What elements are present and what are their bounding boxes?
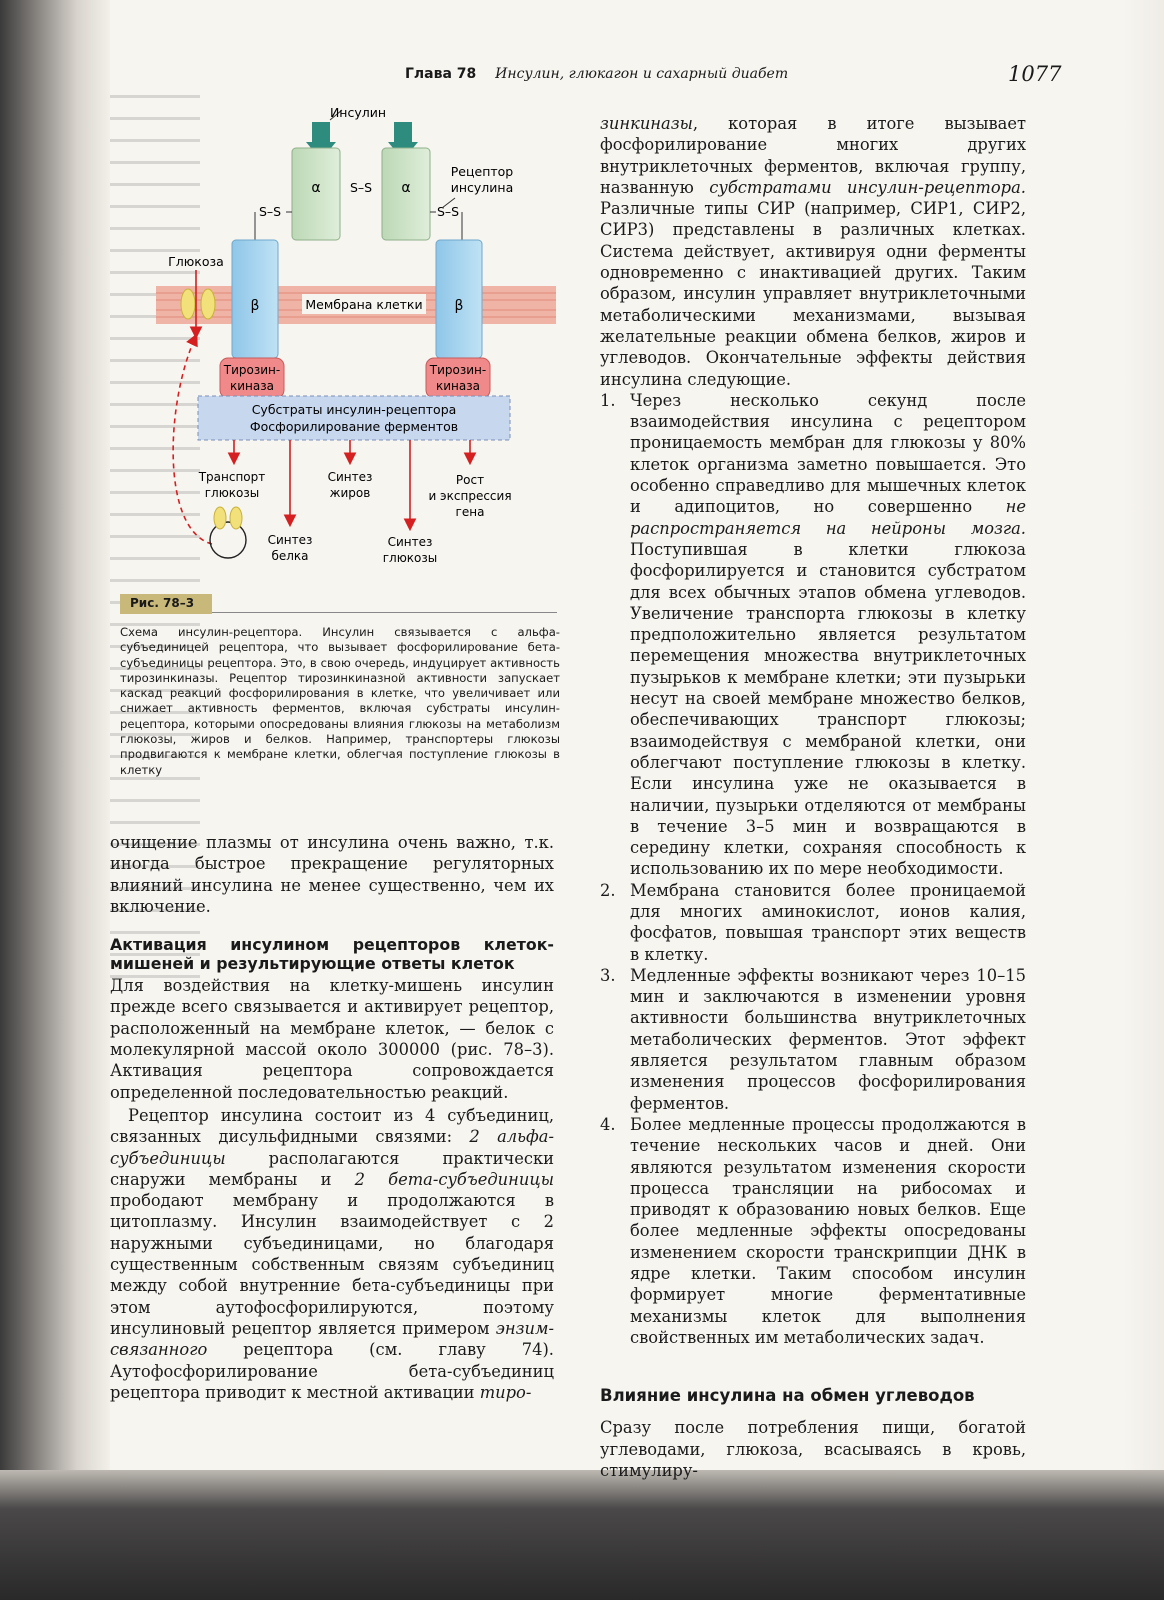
- figure-caption: Схема инсулин-рецептора. Инсулин связывается с альфа-субъединицей рецептора, что вызывает фосфорилирование бета-субъединицы рецептора. Это, в свою очередь, индуцирует активность тирозинкиназы. Рецептор тирозинкиназной активности запускает каскад реакций фосфорилирования в клетке, что увеличивает или снижает активность ферментов, включая субстраты инсулин-рецептора, которыми опосредованы влияния глюкозы на метаболизм глюкозы, жиров и белков. Например, транспортеры глюкозы продвигаются к мембране клетки, облегчая поступление глюкозы в клетку: [120, 625, 560, 777]
- list-item: 4. Более медленные процессы продолжаются в течение нескольких часов и дней. Они являются результатом изменения скорости процесса трансляции на рибосомах и приводят к образованию новых белков. Еще более медленные эффекты опосредованы изменением скорости транскрипции ДНК в ядре клетки. Таким способом инсулин формирует многие ферментативные механизмы клеток для выполнения свойственных им метаболических задач.: [600, 1114, 1026, 1347]
- svg-text:гена: гена: [455, 505, 485, 519]
- list-item: 2. Мембрана становится более проницаемой для многих аминокислот, ионов калия, фосфатов, повышая транспорт этих веществ в клетку.: [600, 880, 1026, 964]
- page-number: 1077: [1008, 62, 1062, 86]
- svg-text:α: α: [401, 180, 411, 196]
- insulin-label: Инсулин: [329, 105, 387, 120]
- glucose-transporter: [181, 289, 195, 319]
- vesicle: [210, 522, 246, 558]
- effects-list: [600, 390, 1026, 1348]
- svg-text:Субстраты инсулин-рецептора: Субстраты инсулин-рецептора: [251, 402, 457, 417]
- chapter-label: Глава 78: [405, 66, 477, 82]
- svg-text:Рост: Рост: [455, 473, 485, 487]
- paragraph: Сразу после потребления пищи, богатой углеводами, глюкоза, всасываясь в кровь, стимулиру-: [600, 1418, 1026, 1480]
- figure-label: Рис. 78–3: [120, 594, 212, 614]
- section-heading: Влияние инсулина на обмен углеводов: [600, 1386, 975, 1406]
- svg-text:Тирозин-: Тирозин-: [223, 363, 281, 377]
- left-column: [110, 832, 554, 1403]
- svg-text:глюкозы: глюкозы: [382, 551, 438, 565]
- disulfide-bond: S–S: [436, 204, 460, 219]
- membrane-label: Мембрана клетки: [305, 297, 423, 312]
- disulfide-bond: S–S: [349, 180, 373, 195]
- svg-text:глюкозы: глюкозы: [204, 486, 260, 500]
- receptor-label: Рецептор: [450, 164, 514, 179]
- insulin-molecule: [394, 122, 412, 142]
- list-item: 3. Медленные эффекты возникают через 10–15 мин и заключаются в изменении уровня активности большинства внутриклеточных метаболических ферментов. Этот эффект является результатом главным образом изменения процессов фосфорилирования ферментов.: [600, 965, 1026, 1113]
- book-gutter: [0, 0, 110, 1600]
- svg-text:киназа: киназа: [436, 379, 480, 393]
- svg-text:и экспрессия: и экспрессия: [428, 489, 512, 503]
- running-header: [405, 66, 788, 82]
- svg-text:Синтез: Синтез: [327, 470, 373, 484]
- svg-text:β: β: [250, 298, 260, 314]
- disulfide-bond: S–S: [258, 204, 282, 219]
- figure-rule: [212, 612, 557, 613]
- insulin-receptor-diagram: [120, 100, 560, 590]
- page-edge: [1124, 0, 1164, 1600]
- right-column: [600, 113, 1026, 1481]
- svg-text:Синтез: Синтез: [267, 533, 313, 547]
- paragraph: Рецептор инсулина состоит из 4 субъединиц, связанных дисульфидными связями: 2 альфа-субъединицы располагаются практически снаружи мембраны и 2 бета-субъединицы прободают мембрану и продолжаются в цитоплазму. Инсулин взаимодействует с 2 наружными субъединицами, но благодаря существенным собственным связям субъединиц между собой внутренние бета-субъединицы при этом аутофосфорилируются, поэтому инсулиновый рецептор является примером энзим-связанного рецептора (см. главу 74). Аутофосфорилирование бета-субъединиц рецептора приводит к местной активации тиро-: [110, 1105, 554, 1402]
- svg-text:жиров: жиров: [329, 486, 371, 500]
- glucose-label: Глюкоза: [168, 254, 224, 269]
- paragraph: Для воздействия на клетку-мишень инсулин прежде всего связывается и активирует рецептор, расположенный на мембране клеток, — белок с молекулярной массой около 300000 (рис. 78–3). Активация рецептора сопровождается определенной последовательностью реакций.: [110, 976, 554, 1102]
- svg-text:α: α: [311, 180, 321, 196]
- paragraph: очищение плазмы от инсулина очень важно, т.к. иногда быстрое прекращение регуляторных влияний инсулина не менее существенно, чем их включение.: [110, 833, 554, 916]
- svg-text:киназа: киназа: [230, 379, 274, 393]
- svg-text:Фосфорилирование ферментов: Фосфорилирование ферментов: [249, 419, 459, 434]
- insulin-molecule: [312, 122, 330, 142]
- svg-text:β: β: [454, 298, 464, 314]
- svg-text:Тирозин-: Тирозин-: [429, 363, 487, 377]
- glucose-transporter: [201, 289, 215, 319]
- svg-text:белка: белка: [271, 549, 309, 563]
- chapter-title: Инсулин, глюкагон и сахарный диабет: [495, 66, 789, 82]
- paragraph: зинкиназы, которая в итоге вызывает фосфорилирование многих других внутриклеточных ферментов, включая группу, названную субстратами инсулин-рецептора. Различные типы СИР (например, СИР1, СИР2, СИР3) представлены в различных клетках. Система действует, активируя одни ферменты одновременно с инактивацией других. Таким образом, инсулин управляет внутриклеточными метаболическими механизмами, вызывая желательные реакции обмена белков, жиров и углеводов. Окончательные эффекты действия инсулина следующие.: [600, 114, 1026, 389]
- section-heading: Активация инсулином рецепторов клеток-мишеней и результирующие ответы клеток: [110, 935, 554, 974]
- scanner-shadow: [0, 1470, 1164, 1600]
- svg-text:Синтез: Синтез: [387, 535, 433, 549]
- svg-text:Транспорт: Транспорт: [198, 470, 266, 484]
- list-item: 1. Через несколько секунд после взаимодействия инсулина с рецептором проницаемость мембран для глюкозы у 80% клеток организма заметно повышается. Это особенно справедливо для мышечных клеток и адипоцитов, но совершенно не распространяется на нейроны мозга. Поступившая в клетки глюкоза фосфорилируется и становится субстратом для всех обычных этапов обмена углеводов. Увеличение транспорта глюкозы в клетку предположительно является результатом перемещения множества внутриклеточных пузырьков к мембране клетки; эти пузырьки несут на своей мембране множество белков, обеспечивающих транспорт глюкозы; взаимодействуя с мембраной клетки, они облегчают поступление глюкозы в клетку. Если инсулина уже не оказывается в наличии, пузырьки отделяются от мембраны в течение 3–5 мин и возвращаются в середину клетки, сохраняя способность к использованию их по мере необходимости.: [600, 390, 1026, 879]
- svg-text:инсулина: инсулина: [450, 180, 514, 195]
